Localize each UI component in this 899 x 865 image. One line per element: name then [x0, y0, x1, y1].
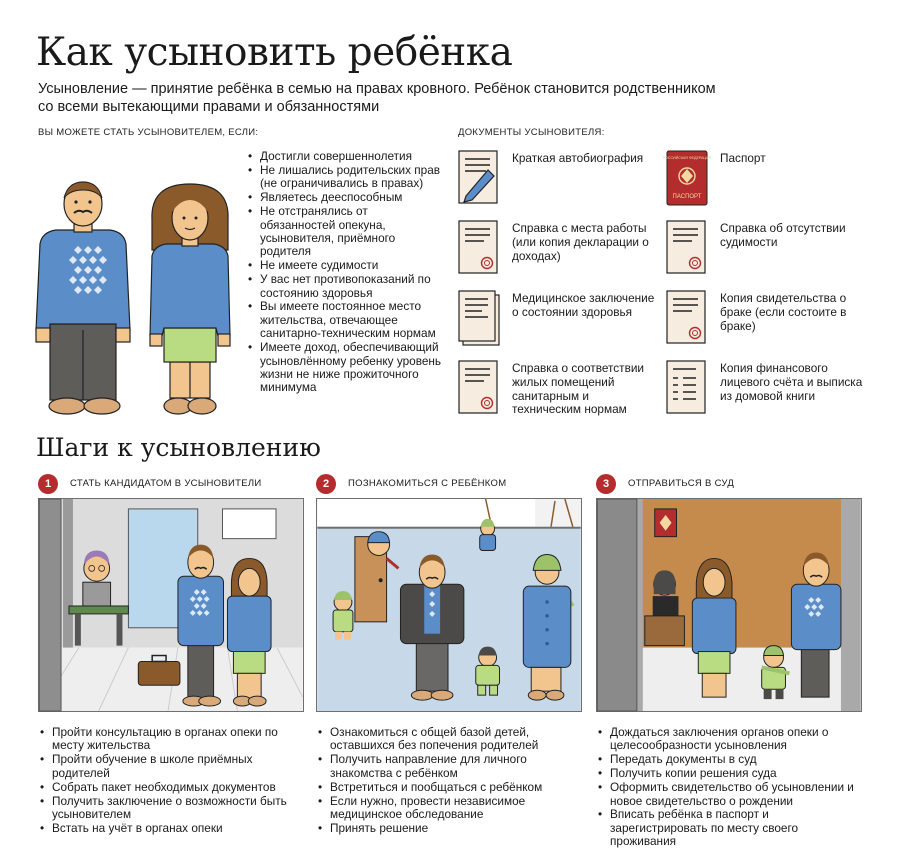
passport-cover-text: РОССИЙСКАЯ ФЕДЕРАЦИЯ: [662, 156, 712, 160]
list-item: • Имеете доход, обеспечивающий усыновлённому ребенку уровень жизни не ниже прожиточного минимума: [246, 341, 446, 395]
list-item: • Не имеете судимости: [246, 259, 446, 272]
document-item: [666, 220, 866, 280]
document-label: Справка с места работы (или копия декларации о доходах): [512, 221, 649, 263]
scene-guardianship-office: [38, 498, 304, 712]
document-item: [458, 290, 658, 350]
couple-illustration: [34, 180, 234, 416]
ledger-icon: [666, 360, 708, 416]
man-figure: [36, 182, 130, 414]
step-1-bullets: [38, 726, 306, 836]
list-item: • У вас нет противопоказаний по состоянию здоровья: [246, 273, 446, 300]
steps-title: Шаги к усыновлению: [36, 433, 321, 462]
list-item: • Не отстранялись от обязанностей опекуна, усыновителя, приёмного родителя: [246, 205, 446, 259]
list-item: • Встретиться и пообщаться с ребёнком: [316, 781, 586, 794]
document-label: Паспорт: [720, 151, 766, 165]
list-item: • Передать документы в суд: [596, 753, 866, 766]
certificate-stamp-icon: [666, 290, 708, 346]
list-item: • Вы имеете постоянное место жительства, отвечающее санитарно-техническим нормам: [246, 300, 446, 340]
step-number-badge: 2: [316, 474, 336, 494]
list-item: • Ознакомиться с общей базой детей, оставшихся без попечения родителей: [316, 726, 586, 753]
list-item: • Если нужно, провести независимое медицинское обследование: [316, 795, 586, 822]
document-item: [666, 360, 866, 420]
documents-heading: ДОКУМЕНТЫ УСЫНОВИТЕЛЯ:: [458, 127, 605, 138]
document-item: [458, 150, 658, 210]
list-item: • Собрать пакет необходимых документов: [38, 781, 306, 794]
document-item: [458, 360, 658, 420]
list-item: • Пройти консультацию в органах опеки по месту жительства: [38, 726, 306, 753]
step-number-badge: 3: [596, 474, 616, 494]
list-item: • Встать на учёт в органах опеки: [38, 822, 306, 835]
list-item: • Вписать ребёнка в паспорт и зарегистрировать по месту своего проживания: [596, 808, 866, 848]
scene-court: [596, 498, 862, 712]
requirements-heading: ВЫ МОЖЕТЕ СТАТЬ УСЫНОВИТЕЛЕМ, ЕСЛИ:: [38, 127, 259, 138]
step-number-badge: 1: [38, 474, 58, 494]
woman-figure: [150, 184, 230, 414]
list-item: • Дождаться заключения органов опеки о целесообразности усыновления: [596, 726, 866, 753]
scene-meeting-child: [316, 498, 582, 712]
medical-papers-icon: [458, 290, 500, 346]
document-label: Справка об отсутствии судимости: [720, 221, 846, 249]
passport-cover-title: ПАСПОРТ: [672, 194, 702, 200]
document-pen-icon: [458, 150, 500, 206]
list-item: • Пройти обучение в школе приёмных родителей: [38, 753, 306, 780]
list-item: • Получить копии решения суда: [596, 767, 866, 780]
certificate-stamp-icon: [666, 220, 708, 276]
list-item: • Достигли совершеннолетия: [246, 150, 446, 163]
document-label: Медицинское заключение о состоянии здоровья: [512, 291, 655, 319]
passport-icon: [662, 150, 712, 206]
document-item: [458, 220, 658, 280]
document-item: [662, 150, 866, 210]
list-item: • Получить направление для личного знакомства с ребёнком: [316, 753, 586, 780]
document-label: Справка о соответствии жилых помещений санитарным и техническим нормам: [512, 361, 645, 417]
page-subtitle: Усыновление — принятие ребёнка в семью на правах кровного. Ребёнок становится родственником со всеми вытекающими правами и обязанностями: [38, 81, 716, 115]
step-label: ПОЗНАКОМИТЬСЯ С РЕБЁНКОМ: [348, 478, 507, 489]
list-item: • Получить заключение о возможности быть усыновителем: [38, 795, 306, 822]
certificate-stamp-icon: [458, 360, 500, 416]
certificate-stamp-icon: [458, 220, 500, 276]
page-title: Как усыновить ребёнка: [36, 30, 513, 75]
document-label: Копия финансового лицевого счёта и выписка из домовой книги: [720, 361, 863, 403]
list-item: • Оформить свидетельство об усыновлении и новое свидетельство о рождении: [596, 781, 866, 808]
document-label: Копия свидетельства о браке (если состоите в браке): [720, 291, 847, 333]
list-item: • Принять решение: [316, 822, 586, 835]
document-item: [666, 290, 866, 350]
list-item: • Не лишались родительских прав (не ограничивались в правах): [246, 164, 446, 191]
requirements-list: [246, 150, 446, 395]
document-label: Краткая автобиография: [512, 151, 644, 165]
step-label: ОТПРАВИТЬСЯ В СУД: [628, 478, 735, 489]
list-item: • Являетесь дееспособным: [246, 191, 446, 204]
step-3-bullets: [596, 726, 866, 849]
step-label: СТАТЬ КАНДИДАТОМ В УСЫНОВИТЕЛИ: [70, 478, 262, 489]
step-2-bullets: [316, 726, 586, 836]
